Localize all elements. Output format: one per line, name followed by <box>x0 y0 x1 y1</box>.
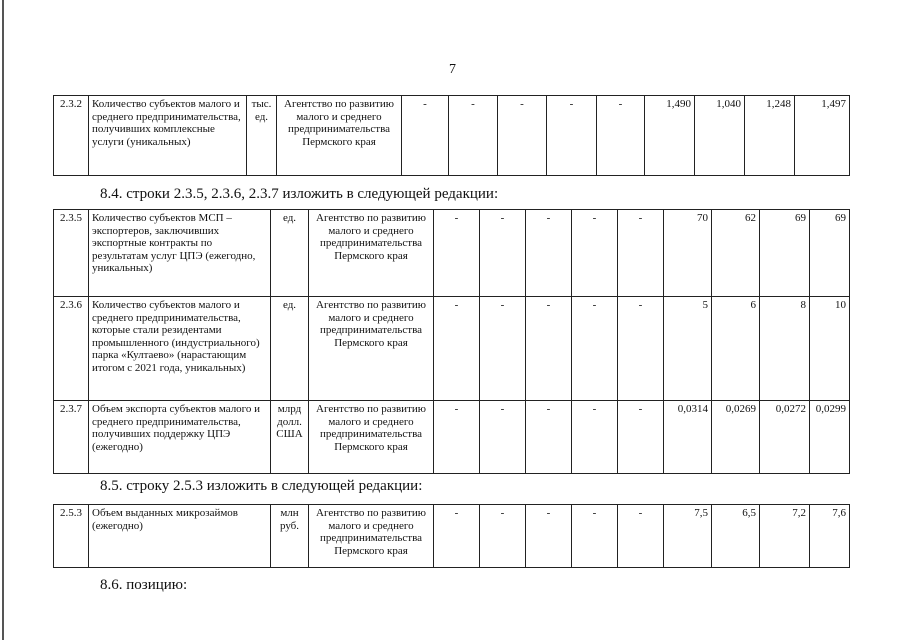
unit-cell: млрд долл. США <box>271 401 309 474</box>
value-cell: 1,497 <box>795 96 850 176</box>
value-cell: 70 <box>664 210 712 297</box>
table-row <box>54 96 850 176</box>
dash-cell: - <box>618 401 664 474</box>
value-cell: 7,5 <box>664 505 712 568</box>
row-number: 2.3.2 <box>54 96 89 176</box>
indicator-name: Количество субъектов МСП – экспортеров, заключивших экспортные контракты по результатам услуг ЦПЭ (ежегодно, уникальных) <box>89 210 271 297</box>
indicator-name: Количество субъектов малого и среднего предпринимательства, получивших комплексные услуги (уникальных) <box>89 96 247 176</box>
dash-cell: - <box>618 505 664 568</box>
table-row <box>54 210 850 297</box>
dash-cell: - <box>434 210 480 297</box>
value-cell: 1,248 <box>745 96 795 176</box>
indicator-name: Количество субъектов малого и среднего предпринимательства, которые стали резидентами промышленного (индустриального) парка «Култаево» (нарастающим итогом с 2021 года, уникальных) <box>89 297 271 401</box>
row-number: 2.3.7 <box>54 401 89 474</box>
value-cell: 1,040 <box>695 96 745 176</box>
dash-cell: - <box>526 297 572 401</box>
value-cell: 0,0314 <box>664 401 712 474</box>
unit-cell: ед. <box>271 210 309 297</box>
dash-cell: - <box>572 401 618 474</box>
value-cell: 1,490 <box>645 96 695 176</box>
section-heading-8-6: 8.6. позицию: <box>100 577 188 593</box>
row-number: 2.3.5 <box>54 210 89 297</box>
page-number: 7 <box>449 62 456 77</box>
indicator-name: Объем экспорта субъектов малого и среднего предпринимательства, получивших поддержку ЦПЭ (ежегодно) <box>89 401 271 474</box>
unit-cell: млн руб. <box>271 505 309 568</box>
value-cell: 62 <box>712 210 760 297</box>
scan-left-edge <box>2 0 4 640</box>
dash-cell: - <box>449 96 498 176</box>
value-cell: 69 <box>760 210 810 297</box>
dash-cell: - <box>597 96 645 176</box>
dash-cell: - <box>434 401 480 474</box>
dash-cell: - <box>526 401 572 474</box>
table-row <box>54 505 850 568</box>
table-row-2-3-2 <box>53 95 850 176</box>
dash-cell: - <box>480 210 526 297</box>
table-row <box>54 297 850 401</box>
dash-cell: - <box>480 401 526 474</box>
value-cell: 0,0272 <box>760 401 810 474</box>
table-row-2-5-3 <box>53 504 850 568</box>
dash-cell: - <box>434 505 480 568</box>
section-heading-8-5: 8.5. строку 2.5.3 изложить в следующей редакции: <box>100 478 423 494</box>
dash-cell: - <box>526 505 572 568</box>
table-row <box>54 401 850 474</box>
row-number: 2.3.6 <box>54 297 89 401</box>
dash-cell: - <box>572 297 618 401</box>
agency-cell: Агентство по развитию малого и среднего предпринимательства Пермского края <box>309 210 434 297</box>
value-cell: 5 <box>664 297 712 401</box>
value-cell: 8 <box>760 297 810 401</box>
value-cell: 7,2 <box>760 505 810 568</box>
agency-cell: Агентство по развитию малого и среднего предпринимательства Пермского края <box>309 505 434 568</box>
value-cell: 10 <box>810 297 850 401</box>
dash-cell: - <box>547 96 597 176</box>
agency-cell: Агентство по развитию малого и среднего предпринимательства Пермского края <box>309 297 434 401</box>
dash-cell: - <box>434 297 480 401</box>
dash-cell: - <box>480 505 526 568</box>
agency-cell: Агентство по развитию малого и среднего предпринимательства Пермского края <box>309 401 434 474</box>
indicator-name: Объем выданных микрозаймов (ежегодно) <box>89 505 271 568</box>
value-cell: 0,0269 <box>712 401 760 474</box>
row-number: 2.5.3 <box>54 505 89 568</box>
value-cell: 69 <box>810 210 850 297</box>
value-cell: 6 <box>712 297 760 401</box>
agency-cell: Агентство по развитию малого и среднего предпринимательства Пермского края <box>277 96 402 176</box>
dash-cell: - <box>572 505 618 568</box>
value-cell: 7,6 <box>810 505 850 568</box>
unit-cell: тыс. ед. <box>247 96 277 176</box>
dash-cell: - <box>618 210 664 297</box>
dash-cell: - <box>498 96 547 176</box>
section-heading-8-4: 8.4. строки 2.3.5, 2.3.6, 2.3.7 изложить в следующей редакции: <box>100 186 499 202</box>
dash-cell: - <box>480 297 526 401</box>
dash-cell: - <box>618 297 664 401</box>
unit-cell: ед. <box>271 297 309 401</box>
dash-cell: - <box>572 210 618 297</box>
value-cell: 6,5 <box>712 505 760 568</box>
table-rows-2-3-5-to-2-3-7 <box>53 209 850 474</box>
dash-cell: - <box>402 96 449 176</box>
dash-cell: - <box>526 210 572 297</box>
value-cell: 0,0299 <box>810 401 850 474</box>
